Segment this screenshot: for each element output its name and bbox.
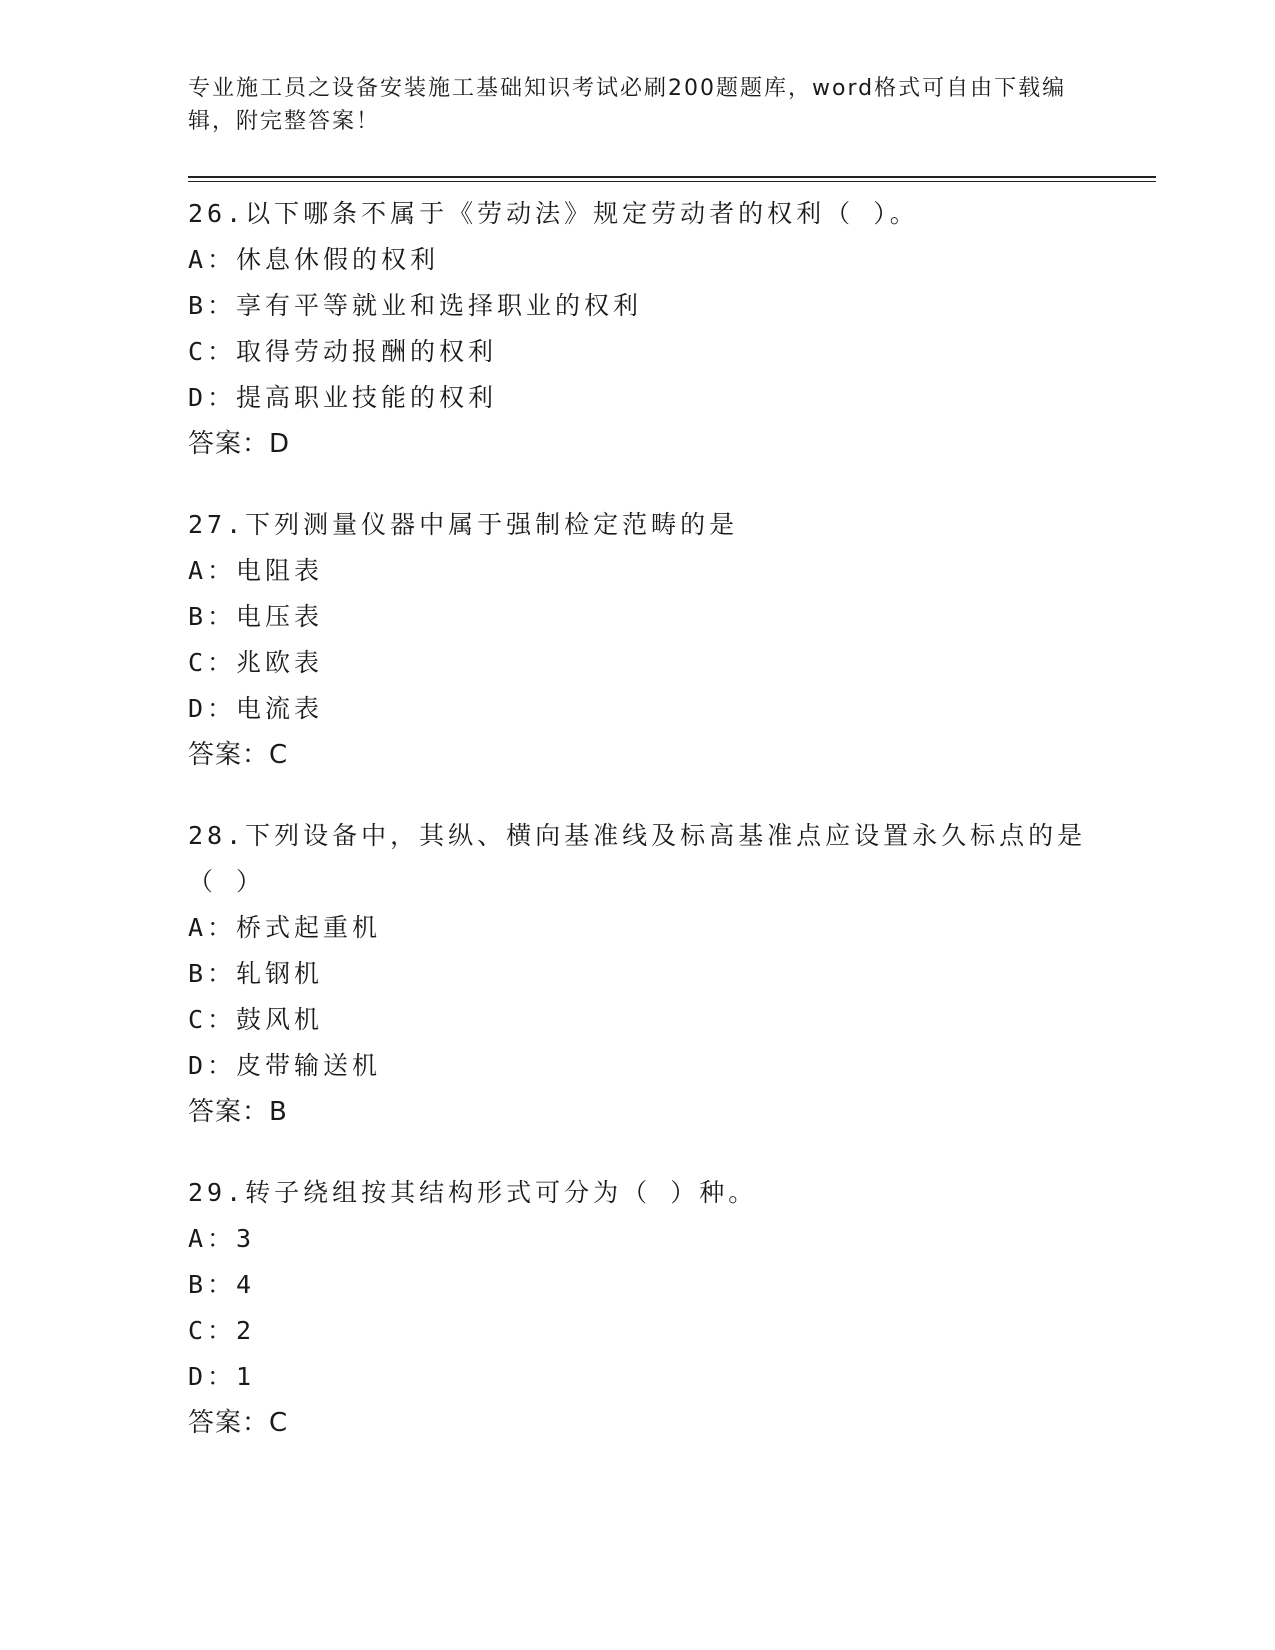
question-stem: 26.以下哪条不属于《劳动法》规定劳动者的权利（ ）。 [188, 199, 919, 228]
option-b: B：电压表 [188, 602, 324, 631]
question-list [188, 191, 1156, 1481]
option-c: C：鼓风机 [188, 1005, 324, 1034]
option-b: B：享有平等就业和选择职业的权利 [188, 291, 643, 320]
question-stem: 27.下列测量仪器中属于强制检定范畴的是 [188, 510, 739, 539]
option-a: A：休息休假的权利 [188, 245, 440, 274]
document-header: 专业施工员之设备安装施工基础知识考试必刷200题题库，word格式可自由下载编辑，附完整答案！ [188, 76, 1067, 134]
answer-line: 答案：B [188, 1097, 288, 1127]
option-b: B：轧钢机 [188, 959, 324, 988]
option-a: A：桥式起重机 [188, 913, 382, 942]
option-a: A：3 [188, 1224, 256, 1253]
option-c: C：取得劳动报酬的权利 [188, 337, 498, 366]
document-page [188, 0, 1168, 1650]
option-d: D：电流表 [188, 694, 324, 723]
question-item [188, 191, 1156, 467]
option-c: C：兆欧表 [188, 648, 324, 677]
question-stem: 29.转子绕组按其结构形式可分为（ ）种。 [188, 1178, 758, 1207]
option-c: C：2 [188, 1316, 256, 1345]
question-item [188, 1170, 1156, 1446]
question-stem: 28.下列设备中，其纵、横向基准线及标高基准点应设置永久标点的是（ ） [188, 821, 1087, 896]
answer-line: 答案：C [188, 740, 289, 770]
answer-line: 答案：C [188, 1408, 289, 1438]
option-d: D：1 [188, 1362, 256, 1391]
question-item [188, 813, 1156, 1135]
option-d: D：提高职业技能的权利 [188, 383, 498, 412]
answer-line: 答案：D [188, 429, 291, 459]
question-item [188, 502, 1156, 778]
option-d: D：皮带输送机 [188, 1051, 382, 1080]
option-b: B：4 [188, 1270, 256, 1299]
option-a: A：电阻表 [188, 556, 324, 585]
header-divider [188, 176, 1156, 182]
